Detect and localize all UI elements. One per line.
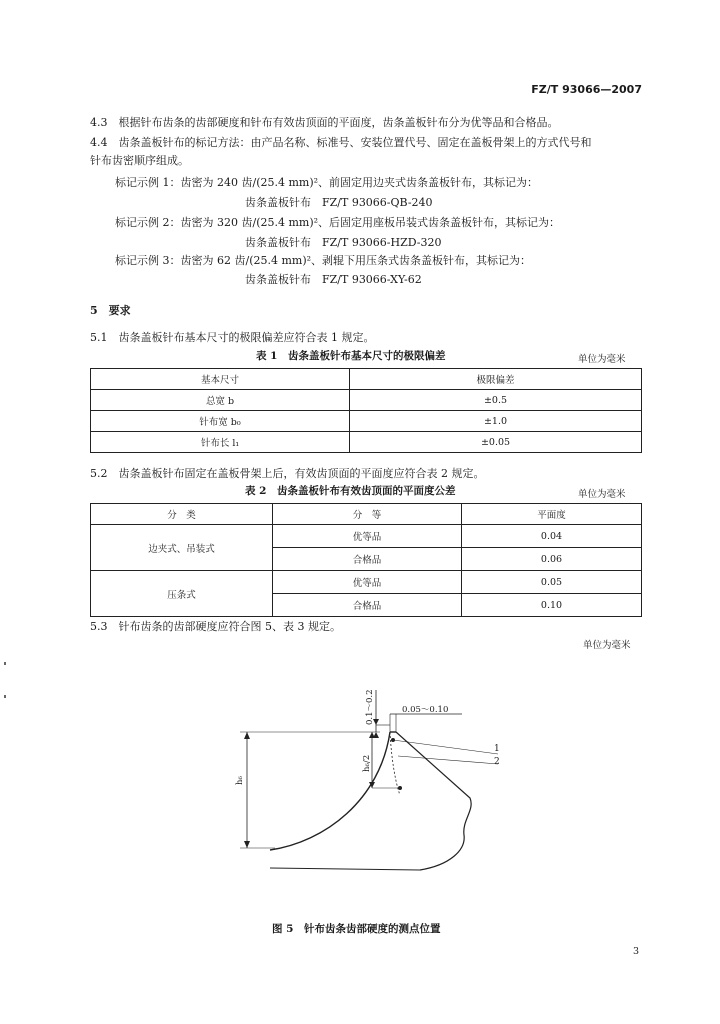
example-2-desc: 标记示例 2：齿密为 320 齿/(25.4 mm)²、后固定用座板吊装式齿条盖板针布，其标记为： bbox=[115, 216, 561, 229]
tooth-back bbox=[396, 732, 471, 870]
table1-header-size: 基本尺寸 bbox=[91, 369, 350, 390]
clause-5-3: 5.3 针布齿条的齿部硬度应符合图 5、表 3 规定。 bbox=[90, 620, 341, 633]
page-number: 3 bbox=[633, 946, 640, 957]
clause-4-3: 4.3 根据针布齿条的齿部硬度和针布有效齿顶面的平面度，齿条盖板针布分为优等品和合格品。 bbox=[90, 116, 559, 129]
example-2-mark: 齿条盖板针布 FZ/T 93066-HZD-320 bbox=[245, 236, 442, 249]
table2-caption: 表 2 齿条盖板针布有效齿顶面的平面度公差 bbox=[245, 485, 456, 497]
dim-height-label: h₆ bbox=[235, 776, 245, 785]
table2-cell: 优等品 bbox=[273, 571, 462, 594]
table1-cell: ±1.0 bbox=[350, 411, 642, 432]
table2-cell: 0.06 bbox=[462, 548, 642, 571]
table2-header-grade: 分 等 bbox=[273, 504, 462, 525]
clause-4-4-line1: 4.4 齿条盖板针布的标记方法：由产品名称、标准号、安装位置代号、固定在盖板骨架上的方式代号和 bbox=[90, 136, 592, 149]
measure-point-2 bbox=[398, 786, 402, 790]
base-line bbox=[270, 868, 420, 870]
clause-4-4-line2: 针布齿密顺序组成。 bbox=[90, 154, 189, 167]
table1-unit: 单位为毫米 bbox=[578, 354, 626, 365]
dim-horizontal-label: 0.05～0.10 bbox=[402, 705, 449, 715]
table1-cell: ±0.05 bbox=[350, 432, 642, 453]
table1-header-tolerance: 极限偏差 bbox=[350, 369, 642, 390]
tooth-inner-line bbox=[390, 732, 400, 795]
clause-5-2: 5.2 齿条盖板针布固定在盖板骨架上后，有效齿顶面的平面度应符合表 2 规定。 bbox=[90, 467, 485, 480]
table2-cell: 合格品 bbox=[273, 548, 462, 571]
table1-cell: 针布长 l₁ bbox=[91, 432, 350, 453]
table2-cell: 合格品 bbox=[273, 594, 462, 617]
table2-cell: 0.05 bbox=[462, 571, 642, 594]
figure5-caption: 图 5 针布齿条齿部硬度的测点位置 bbox=[272, 923, 441, 935]
example-1-desc: 标记示例 1：齿密为 240 齿/(25.4 mm)²、前固定用边夹式齿条盖板针布，其标记为： bbox=[115, 176, 539, 189]
table2-cell: 0.10 bbox=[462, 594, 642, 617]
leader-2 bbox=[398, 756, 498, 764]
scan-mark bbox=[4, 695, 6, 698]
example-1-mark: 齿条盖板针布 FZ/T 93066-QB-240 bbox=[245, 196, 433, 209]
table1-cell: ±0.5 bbox=[350, 390, 642, 411]
label-2: 2 bbox=[494, 757, 500, 767]
example-3-desc: 标记示例 3：齿密为 62 齿/(25.4 mm)²、剥辊下用压条式齿条盖板针布，其标记为： bbox=[115, 254, 532, 267]
table2-cell: 0.04 bbox=[462, 525, 642, 548]
label-1: 1 bbox=[494, 744, 500, 754]
table-1 bbox=[90, 368, 642, 453]
table2-header-flatness: 平面度 bbox=[462, 504, 642, 525]
standard-code: FZ/T 93066—2007 bbox=[531, 83, 642, 96]
example-3-mark: 齿条盖板针布 FZ/T 93066-XY-62 bbox=[245, 273, 422, 286]
table-2 bbox=[90, 503, 642, 617]
table2-header-category: 分 类 bbox=[91, 504, 273, 525]
table2-cell: 优等品 bbox=[273, 525, 462, 548]
dim-top-label: 0.1～0.2 bbox=[365, 689, 375, 725]
section-5-title: 5 要求 bbox=[90, 304, 131, 317]
table1-cell: 针布宽 b₀ bbox=[91, 411, 350, 432]
figure5-unit: 单位为毫米 bbox=[583, 640, 631, 651]
table1-cell: 总宽 b bbox=[91, 390, 350, 411]
table2-unit: 单位为毫米 bbox=[578, 489, 626, 500]
measure-point-1 bbox=[391, 738, 395, 742]
scan-mark bbox=[4, 662, 6, 665]
table2-group-strip: 压条式 bbox=[91, 571, 273, 617]
table1-caption: 表 1 齿条盖板针布基本尺寸的极限偏差 bbox=[256, 350, 446, 362]
clause-5-1: 5.1 齿条盖板针布基本尺寸的极限偏差应符合表 1 规定。 bbox=[90, 331, 375, 344]
table2-group-clamp: 边夹式、吊装式 bbox=[91, 525, 273, 571]
leader-1 bbox=[393, 740, 498, 754]
dim-half-label: h₆/2 bbox=[362, 754, 372, 772]
